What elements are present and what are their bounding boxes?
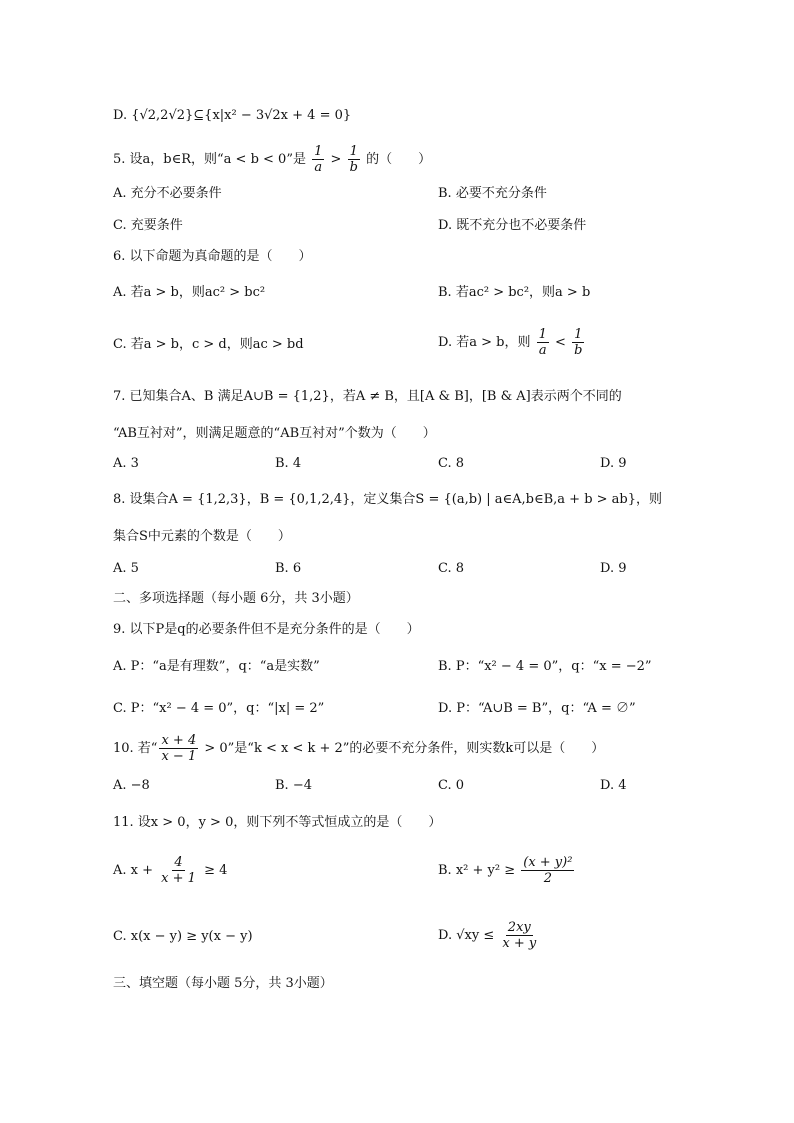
q8-stem-line2: 集合S中元素的个数是（ ） — [113, 529, 291, 544]
q7-option-b: B. 4 — [275, 456, 302, 471]
q10-option-d: D. 4 — [600, 778, 627, 793]
q11-option-a-frac: $\frac{4}{x + 1}$ — [161, 855, 196, 886]
q11-option-d — [438, 920, 540, 951]
q5-option-a: A. 充分不必要条件 — [113, 186, 222, 201]
q6-option-c: C. 若a > b，c > d，则ac > bd — [113, 337, 304, 352]
q11-option-a-pre: A. x + — [113, 863, 154, 878]
q5-option-c: C. 充要条件 — [113, 218, 183, 233]
q11-stem: 11. 设x > 0，y > 0，则下列不等式恒成立的是（ ） — [113, 815, 442, 830]
q10-stem-pre: 10. 若“ — [113, 741, 158, 756]
q11-option-d-frac: $\frac{2xy}{x + y}$ — [502, 920, 537, 951]
q8-option-a: A. 5 — [113, 561, 139, 576]
q10-option-c: C. 0 — [438, 778, 465, 793]
q11-option-d-pre: D. √xy ≤ — [438, 928, 495, 943]
q5-stem — [113, 144, 431, 175]
q6-lt: < — [555, 335, 566, 350]
q6-option-b: B. 若ac² > bc²，则a > b — [438, 285, 591, 300]
q10-stem — [113, 733, 604, 764]
q11-option-b — [438, 855, 576, 886]
q10-frac: $\frac{x + 4}{x - 1}$ — [161, 733, 197, 764]
q8-stem-line1: 8. 设集合A = {1,2,3}，B = {0,1,2,4}，定义集合S = {(a,b) | a∈A,b∈B,a + b > ab}，则 — [113, 492, 663, 507]
q9-option-c: C. P：“x² − 4 = 0”，q：“|x| = 2” — [113, 701, 325, 716]
q5-option-d: D. 既不充分也不必要条件 — [438, 218, 587, 233]
q7-option-a: A. 3 — [113, 456, 139, 471]
q10-stem-post: > 0”是“k < x < k + 2”的必要不充分条件，则实数k可以是（ ） — [200, 741, 605, 756]
q6-frac-1b: $\frac{1}{b}$ — [574, 327, 583, 358]
q5-frac-1a: $\frac{1}{a}$ — [314, 144, 323, 175]
q5-frac-1b: $\frac{1}{b}$ — [349, 144, 358, 175]
q11-option-b-pre: B. x² + y² ≥ — [438, 863, 516, 878]
q6-option-a: A. 若a > b，则ac² > bc² — [113, 285, 266, 300]
q8-option-d: D. 9 — [600, 561, 627, 576]
q7-stem-line1: 7. 已知集合A、B 满足A∪B = {1,2}，若A ≠ B，且[A & B]，[B & A]表示两个不同的 — [113, 389, 622, 404]
q10-option-a: A. −8 — [113, 778, 150, 793]
q6-option-d-pre: D. 若a > b，则 — [438, 335, 531, 350]
q11-option-a-post: ≥ 4 — [204, 863, 228, 878]
q5-option-b: B. 必要不充分条件 — [438, 186, 547, 201]
q8-option-b: B. 6 — [275, 561, 302, 576]
q11-option-c: C. x(x − y) ≥ y(x − y) — [113, 929, 253, 944]
q9-option-a: A. P：“a是有理数”，q：“a是实数” — [113, 659, 320, 674]
section-3-heading: 三、填空题（每小题 5分，共 3小题） — [113, 976, 333, 991]
q8-option-c: C. 8 — [438, 561, 465, 576]
q6-frac-1a: $\frac{1}{a}$ — [538, 327, 547, 358]
q4-option-d: D. {√2,2√2}⊆{x|x² − 3√2x + 4 = 0} — [113, 108, 352, 123]
q5-stem-post: 的（ ） — [366, 152, 432, 167]
q7-option-c: C. 8 — [438, 456, 465, 471]
q9-option-b: B. P：“x² − 4 = 0”，q：“x = −2” — [438, 659, 652, 674]
q9-stem: 9. 以下P是q的必要条件但不是充分条件的是（ ） — [113, 622, 420, 637]
q10-option-b: B. −4 — [275, 778, 312, 793]
section-2-heading: 二、多项选择题（每小题 6分，共 3小题） — [113, 591, 359, 606]
q5-stem-pre: 5. 设a，b∈R，则“a < b < 0”是 — [113, 152, 306, 167]
q7-option-d: D. 9 — [600, 456, 627, 471]
q11-option-b-frac: $\frac{\text{(x + y)²}}{2}$ — [523, 855, 573, 886]
q5-gt: > — [330, 152, 342, 167]
q6-option-d — [438, 327, 586, 358]
q9-option-d: D. P：“A∪B = B”，q：“A = ∅” — [438, 701, 636, 716]
q11-option-a — [113, 855, 227, 886]
q6-stem: 6. 以下命题为真命题的是（ ） — [113, 249, 312, 264]
q7-stem-line2: “AB互衬对”，则满足题意的“AB互衬对”个数为（ ） — [113, 426, 436, 441]
